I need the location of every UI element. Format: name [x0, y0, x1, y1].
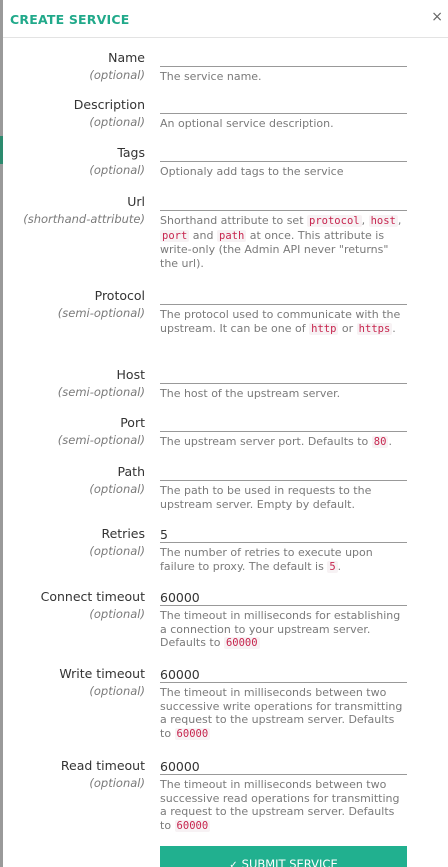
- field: [160, 758, 407, 833]
- submit-label: SUBMIT SERVICE: [241, 857, 338, 867]
- code-token: protocol: [309, 215, 360, 227]
- code-token: https: [358, 322, 391, 335]
- connect-timeout-input[interactable]: [160, 589, 407, 606]
- field: [160, 97, 407, 131]
- label-qualifier: (semi-optional): [57, 306, 145, 320]
- field-label: [58, 288, 145, 321]
- field-label: [41, 589, 145, 622]
- url-input[interactable]: [160, 194, 407, 211]
- help-text: The number of retries to execute upon failure to proxy. The default is 5 .: [160, 546, 373, 573]
- label-qualifier: (optional): [89, 115, 145, 129]
- code-token: 5: [329, 560, 336, 573]
- code-token: host: [370, 215, 396, 227]
- code-token: 80: [373, 436, 387, 448]
- field: [160, 589, 407, 651]
- field: [160, 367, 407, 401]
- code-token: port: [162, 229, 188, 242]
- field-label: [59, 666, 145, 699]
- path-input[interactable]: [160, 464, 407, 481]
- retries-input[interactable]: [160, 526, 407, 543]
- label-name: Port: [120, 415, 145, 430]
- field-label: [23, 194, 145, 227]
- help-text: An optional service description.: [160, 117, 334, 130]
- field: [160, 288, 407, 336]
- label-name: Write timeout: [59, 666, 145, 681]
- label-qualifier: (optional): [89, 607, 145, 621]
- label-qualifier: (shorthand-attribute): [23, 212, 145, 226]
- help-text: The path to be used in requests to the upstream server. Empty by default.: [160, 484, 372, 511]
- field-label: [89, 526, 145, 559]
- create-service-modal: [3, 0, 448, 867]
- field: [160, 194, 407, 270]
- read-timeout-input[interactable]: [160, 758, 407, 775]
- label-name: Url: [127, 194, 145, 209]
- name-input[interactable]: [160, 50, 407, 67]
- help-text: The timeout in milliseconds between two successive read operations for transmitting a request to the upstream server. Defaults to 60000: [160, 778, 400, 832]
- help-text: The protocol used to communicate with the upstream. It can be one of http or https .: [160, 308, 401, 335]
- code-token: path: [219, 229, 245, 242]
- field-label: [89, 50, 145, 83]
- field: [160, 145, 407, 179]
- help-text: Optionaly add tags to the service: [160, 165, 344, 178]
- help-text: The timeout in milliseconds for establishing a connection to your upstream server. Defaults to 60000: [160, 609, 401, 649]
- help-text: Shorthand attribute to set protocol , host , port and path at once. This attribute is write-only (the Admin API never "returns" the url).: [160, 214, 402, 270]
- label-name: Connect timeout: [40, 589, 145, 604]
- label-qualifier: (optional): [89, 163, 145, 177]
- write-timeout-input[interactable]: [160, 666, 407, 683]
- field: [160, 526, 407, 574]
- label-name: Read timeout: [60, 758, 145, 773]
- field-label: [89, 145, 145, 178]
- label-qualifier: (optional): [89, 68, 145, 82]
- label-name: Retries: [101, 526, 145, 541]
- close-icon[interactable]: ×: [431, 9, 443, 25]
- help-text: The upstream server port. Defaults to 80 .: [160, 435, 392, 448]
- label-qualifier: (optional): [89, 482, 145, 496]
- label-qualifier: (optional): [89, 544, 145, 558]
- label-qualifier: (optional): [89, 684, 145, 698]
- field: [160, 666, 407, 741]
- submit-service-button[interactable]: [160, 846, 407, 867]
- label-name: Host: [116, 367, 145, 382]
- field-label: [58, 415, 145, 448]
- help-text: The service name.: [160, 70, 262, 83]
- check-icon: ✓: [229, 860, 238, 867]
- help-text: The timeout in milliseconds between two successive write operations for transmitting a request to the upstream server. Defaults to 60000: [160, 686, 403, 740]
- help-text: The host of the upstream server.: [160, 387, 341, 400]
- field-label: [89, 464, 145, 497]
- label-name: Description: [73, 97, 145, 112]
- label-name: Tags: [117, 145, 145, 160]
- code-token: 60000: [176, 727, 209, 740]
- field: [160, 464, 407, 511]
- modal-header: [3, 0, 448, 38]
- field-label: [74, 97, 145, 130]
- port-input[interactable]: [160, 415, 407, 432]
- host-input[interactable]: [160, 367, 407, 384]
- label-qualifier: (optional): [89, 776, 145, 790]
- field: [160, 415, 407, 450]
- label-name: Protocol: [94, 288, 145, 303]
- modal-title: CREATE SERVICE: [10, 12, 130, 27]
- label-qualifier: (semi-optional): [57, 385, 145, 399]
- field-label: [61, 758, 145, 791]
- label-qualifier: (semi-optional): [57, 433, 145, 447]
- code-token: 60000: [176, 819, 209, 832]
- code-token: 60000: [225, 637, 258, 649]
- label-name: Name: [108, 50, 145, 65]
- code-token: http: [311, 322, 337, 335]
- tags-input[interactable]: [160, 145, 407, 162]
- description-input[interactable]: [160, 97, 407, 114]
- field: [160, 50, 407, 84]
- field-label: [58, 367, 145, 400]
- label-name: Path: [117, 464, 145, 479]
- protocol-input[interactable]: [160, 288, 407, 305]
